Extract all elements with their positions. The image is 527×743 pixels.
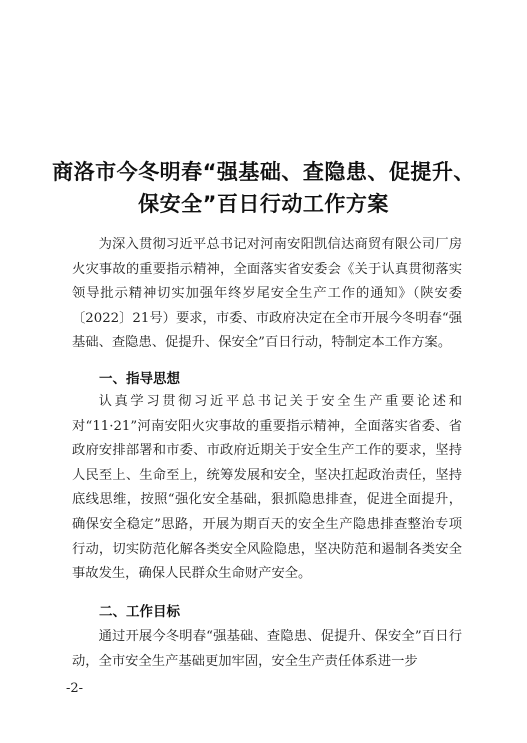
page-number: -2- bbox=[66, 681, 84, 696]
section-heading-work-goals: 二、工作目标 bbox=[99, 604, 180, 620]
section2-paragraph-block bbox=[72, 625, 462, 674]
document-title-line-1: 商洛市今冬明春“强基础、查隐患、促提升、 bbox=[52, 160, 475, 184]
section-heading-guiding-ideology: 一、指导思想 bbox=[99, 371, 180, 387]
intro-paragraph: 为深入贯彻习近平总书记对河南安阳凯信达商贸有限公司厂房火灾事故的重要指示精神，全面落实省安委会《关于认真贯彻落实领导批示精神切实加强年终岁尾安全生产工作的通知》（陕安委〔2022〕21号）要求，市委、市政府决定在全市开展今冬明春“强基础、查隐患、促提升、保安全”百日行动，特制定本工作方案。 bbox=[72, 237, 462, 351]
document-title-line-2: 保安全”百日行动工作方案 bbox=[138, 192, 389, 216]
section1-paragraph: 认真学习贯彻习近平总书记关于安全生产重要论述和对“11·21”河南安阳火灾事故的重要指示精神，全面落实省委、省政府安排部署和市委、市政府近期关于安全生产工作的要求，坚持人民至上、生命至上，统筹发展和安全，坚决扛起政治责任，坚持底线思维，按照“强化安全基础，狠抓隐患排查，促进全面提升，确保安全稳定”思路，开展为期百天的安全生产隐患排查整治专项行动，切实防范化解各类安全风险隐患，坚决防范和遏制各类安全事故发生，确保人民群众生命财产安全。 bbox=[72, 394, 462, 582]
intro-paragraph-block bbox=[72, 233, 462, 356]
section1-paragraph-block bbox=[72, 390, 462, 587]
section2-paragraph: 通过开展今冬明春“强基础、查隐患、促提升、保安全”百日行动，全市安全生产基础更加牢固，安全生产责任体系进一步 bbox=[72, 629, 462, 669]
